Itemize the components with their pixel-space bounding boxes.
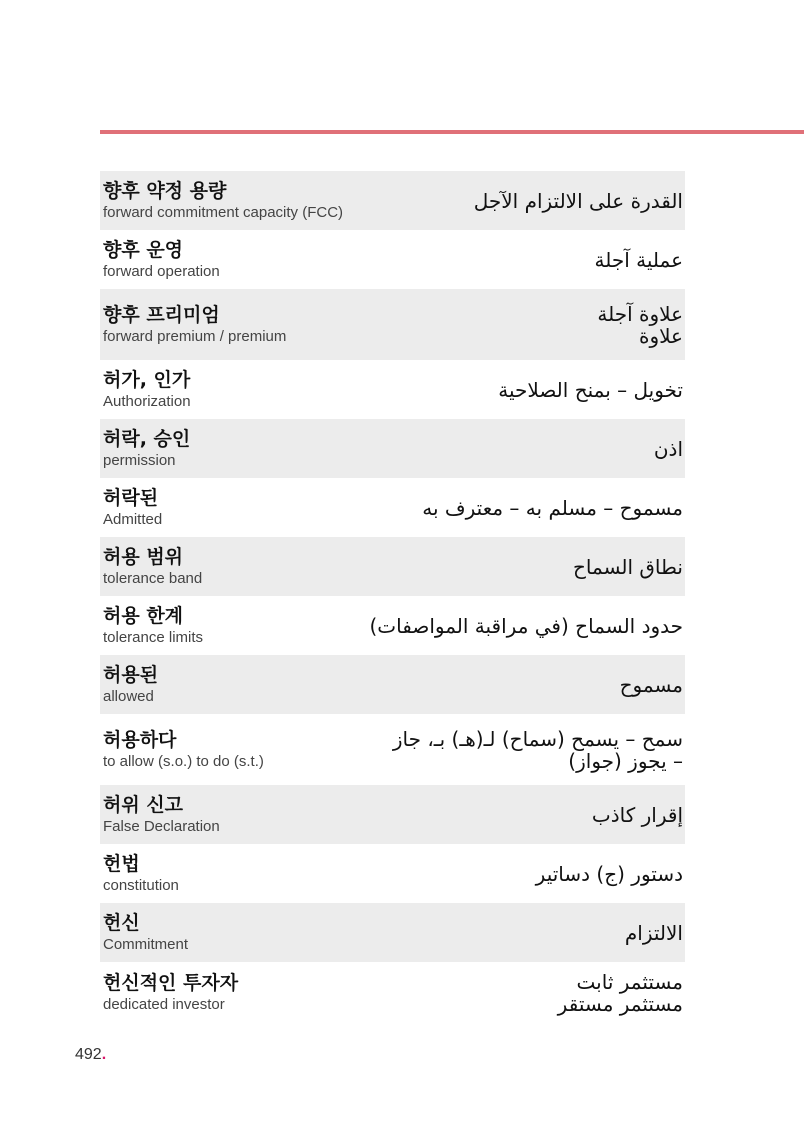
english-term: False Declaration (103, 818, 220, 835)
arabic-line: الالتزام (624, 921, 683, 945)
korean-term: 향후 프리미엄 (103, 304, 220, 326)
glossary-entry (100, 596, 685, 655)
arabic-line: علاوة (638, 324, 683, 348)
entry-terms (103, 179, 343, 223)
korean-term: 향후 운영 (103, 239, 184, 261)
page-number-value: 492 (75, 1046, 102, 1063)
korean-term: 허위 신고 (103, 794, 184, 816)
arabic-line: إقرار كاذب (591, 803, 683, 827)
english-term: to allow (s.o.) to do (s.t.) (103, 753, 264, 770)
arabic-line: سمح – يسمح (سماح) لـ(هـ) بـ، جاز (392, 727, 683, 751)
arabic-line: مسموح – مسلم به – معترف به (422, 496, 683, 520)
english-term: Commitment (103, 936, 189, 953)
arabic-translation (558, 971, 683, 1015)
entry-terms (103, 427, 190, 471)
glossary-entry (100, 655, 685, 714)
arabic-line: دستور (ج) دساتير (535, 862, 683, 886)
arabic-translation (498, 379, 683, 401)
arabic-line: حدود السماح (في مراقبة المواصفات) (369, 614, 683, 638)
korean-term: 헌법 (103, 853, 140, 875)
arabic-translation (536, 863, 683, 885)
korean-term: 허락, 승인 (103, 428, 191, 450)
english-term: permission (103, 452, 176, 469)
korean-term: 헌신 (103, 912, 140, 934)
arabic-line: اذن (653, 437, 683, 461)
glossary-entry (100, 844, 685, 903)
arabic-translation (393, 728, 683, 772)
entry-terms (103, 663, 158, 707)
english-term: tolerance band (103, 570, 203, 587)
entry-terms (103, 793, 220, 837)
arabic-translation (595, 249, 684, 271)
glossary-entry (100, 230, 685, 289)
arabic-line: القدرة على الالتزام الآجل (473, 189, 683, 213)
arabic-translation (422, 497, 683, 519)
entry-terms (103, 486, 162, 530)
entry-terms (103, 852, 179, 896)
page-number-dot: . (101, 1046, 107, 1063)
english-term: constitution (103, 877, 179, 894)
glossary-entry (100, 171, 685, 230)
glossary-entry (100, 419, 685, 478)
arabic-translation (474, 190, 683, 212)
korean-term: 허가, 인가 (103, 369, 191, 391)
korean-term: 허용 범위 (103, 546, 184, 568)
arabic-line: نطاق السماح (573, 555, 683, 579)
arabic-translation (654, 438, 683, 460)
english-term: allowed (103, 688, 154, 705)
arabic-translation (573, 556, 683, 578)
glossary-entry (100, 289, 685, 360)
glossary-entry (100, 903, 685, 962)
glossary-entry (100, 537, 685, 596)
entry-terms (103, 303, 286, 347)
arabic-line: مسموح (619, 673, 683, 697)
page-number (75, 1046, 106, 1064)
glossary-entry (100, 478, 685, 537)
entry-terms (103, 728, 264, 772)
glossary-entry (100, 785, 685, 844)
english-term: forward commitment capacity (FCC) (103, 204, 344, 221)
korean-term: 허용하다 (103, 729, 177, 751)
korean-term: 향후 약정 용량 (103, 180, 227, 202)
glossary-entry (100, 962, 685, 1023)
glossary-list (100, 171, 685, 1023)
arabic-translation (625, 922, 683, 944)
korean-term: 허용된 (103, 664, 159, 686)
glossary-entry (100, 714, 685, 785)
korean-term: 허락된 (103, 487, 159, 509)
arabic-line: – يجوز (جواز) (568, 749, 683, 773)
entry-terms (103, 368, 191, 412)
header-rule (100, 130, 804, 134)
korean-term: 헌신적인 투자자 (103, 972, 239, 994)
arabic-line: مستثمر مستقر (557, 992, 683, 1016)
english-term: dedicated investor (103, 996, 225, 1013)
arabic-line: تخويل – بمنح الصلاحية (498, 378, 683, 402)
arabic-translation (592, 804, 683, 826)
english-term: forward premium / premium (103, 328, 287, 345)
entry-terms (103, 545, 202, 589)
english-term: tolerance limits (103, 629, 204, 646)
arabic-line: مستثمر ثابت (576, 970, 683, 994)
glossary-entry (100, 360, 685, 419)
english-term: Admitted (103, 511, 163, 528)
arabic-translation (620, 674, 683, 696)
entry-terms (103, 238, 220, 282)
arabic-line: عملية آجلة (594, 248, 683, 272)
english-term: forward operation (103, 263, 220, 280)
entry-terms (103, 604, 203, 648)
korean-term: 허용 한계 (103, 605, 184, 627)
arabic-translation (370, 615, 684, 637)
arabic-line: علاوة آجلة (597, 302, 683, 326)
english-term: Authorization (103, 393, 191, 410)
entry-terms (103, 911, 188, 955)
arabic-translation (597, 303, 683, 347)
entry-terms (103, 971, 238, 1015)
